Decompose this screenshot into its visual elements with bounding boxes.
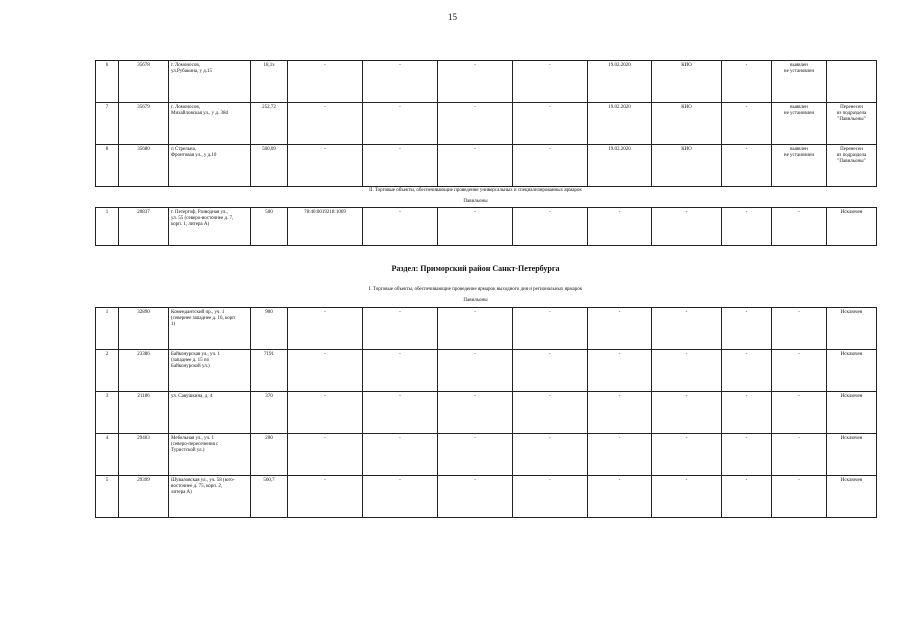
table-cell: - bbox=[288, 476, 363, 518]
table-cell: - bbox=[288, 145, 363, 187]
table-cell: - bbox=[652, 308, 722, 350]
table-cell: 29403 bbox=[119, 434, 169, 476]
table-cell: - bbox=[288, 103, 363, 145]
table-cell: - bbox=[438, 350, 513, 392]
table-cell: - bbox=[652, 476, 722, 518]
table-cell bbox=[827, 61, 877, 103]
table-cell: - bbox=[652, 208, 722, 246]
registry-table-mid bbox=[95, 207, 877, 246]
table-cell: - bbox=[438, 392, 513, 434]
table-cell: 3 bbox=[96, 392, 119, 434]
table-cell: - bbox=[722, 61, 772, 103]
table-cell: - bbox=[438, 308, 513, 350]
table-cell: - bbox=[438, 434, 513, 476]
table-cell: - bbox=[288, 61, 363, 103]
table-cell: - bbox=[513, 145, 588, 187]
table-row bbox=[96, 308, 877, 350]
table-cell: Исключен bbox=[827, 208, 877, 246]
table-cell: 32890 bbox=[119, 308, 169, 350]
table-cell: г. Ломоносов, Михайловская ул., у д. 38d bbox=[169, 103, 251, 145]
table-cell: 2 bbox=[96, 350, 119, 392]
table-cell: - bbox=[772, 350, 827, 392]
table-cell: - bbox=[772, 308, 827, 350]
pavilions-label: Павильоны bbox=[463, 298, 488, 303]
table-cell: КИО bbox=[652, 103, 722, 145]
table-cell: - bbox=[363, 308, 438, 350]
table-cell: 370 bbox=[251, 392, 288, 434]
table-cell: 19.02.2020 bbox=[588, 61, 652, 103]
table-cell: 4 bbox=[96, 434, 119, 476]
page-number: 15 bbox=[448, 12, 457, 22]
table-cell: 1 bbox=[96, 308, 119, 350]
table-cell: - bbox=[363, 103, 438, 145]
table-cell: - bbox=[438, 208, 513, 246]
table-cell: - bbox=[288, 434, 363, 476]
table-cell: - bbox=[652, 392, 722, 434]
table-cell: 23386 bbox=[119, 350, 169, 392]
table-cell: - bbox=[363, 208, 438, 246]
table-cell: 252,72 bbox=[251, 103, 288, 145]
table-row bbox=[96, 434, 877, 476]
table-cell: - bbox=[513, 476, 588, 518]
table-cell: Байконурская ул., уч. 1 (западнее д. 15 по Байконурской ул.) bbox=[169, 350, 251, 392]
table-cell: г. Петергоф, Разводная ул., ул. 55 (северо-восточнее д. 7, корп. 1, литера А) bbox=[169, 208, 251, 246]
table-cell: 35680 bbox=[119, 145, 169, 187]
table-cell: - bbox=[288, 350, 363, 392]
table-cell: 19.02.2020 bbox=[588, 103, 652, 145]
table-cell: 78:40:0019218:1069 bbox=[288, 208, 363, 246]
table-cell: - bbox=[722, 392, 772, 434]
table-cell: - bbox=[288, 308, 363, 350]
table-cell: - bbox=[588, 392, 652, 434]
table-cell: - bbox=[588, 308, 652, 350]
table-cell: - bbox=[722, 350, 772, 392]
table-cell: - bbox=[288, 392, 363, 434]
table-cell: 35679 bbox=[119, 103, 169, 145]
table-row bbox=[96, 61, 877, 103]
table-row bbox=[96, 392, 877, 434]
table-cell: - bbox=[513, 308, 588, 350]
table-cell: - bbox=[513, 392, 588, 434]
table-cell: - bbox=[652, 434, 722, 476]
table-cell: - bbox=[722, 476, 772, 518]
table-cell: выявлен не установлен bbox=[772, 145, 827, 187]
table-cell: - bbox=[722, 308, 772, 350]
table-cell: - bbox=[513, 350, 588, 392]
table-cell: - bbox=[363, 434, 438, 476]
table-cell: 560,7 bbox=[251, 476, 288, 518]
table-cell: - bbox=[588, 476, 652, 518]
table-cell: - bbox=[363, 350, 438, 392]
table-cell: 20837 bbox=[119, 208, 169, 246]
table-cell: 19.02.2020 bbox=[588, 145, 652, 187]
table-row bbox=[96, 476, 877, 518]
table-cell: - bbox=[363, 476, 438, 518]
table-cell: - bbox=[588, 208, 652, 246]
table-cell: 200 bbox=[251, 434, 288, 476]
table-cell: 500 bbox=[251, 208, 288, 246]
registry-table-top bbox=[95, 60, 877, 187]
table-cell: Исключен bbox=[827, 434, 877, 476]
table-cell: 6 bbox=[96, 61, 119, 103]
table-cell: - bbox=[438, 476, 513, 518]
table-cell: Комендантский пр., уч. 1 (севернее западнее д. 16, корп 1) bbox=[169, 308, 251, 350]
table-cell: - bbox=[772, 392, 827, 434]
table-cell: - bbox=[438, 145, 513, 187]
table-cell: - bbox=[513, 434, 588, 476]
table-cell: 7 bbox=[96, 103, 119, 145]
table-cell: Исключен bbox=[827, 350, 877, 392]
table-cell: Мебельная ул., уч. 1 (северо-пересечения с Туристской ул.) bbox=[169, 434, 251, 476]
registry-table-bottom bbox=[95, 307, 877, 518]
table-cell: - bbox=[772, 476, 827, 518]
table-cell: - bbox=[513, 103, 588, 145]
table-cell: - bbox=[722, 434, 772, 476]
table-cell: 18,1э bbox=[251, 61, 288, 103]
table-row bbox=[96, 350, 877, 392]
table-cell: - bbox=[772, 208, 827, 246]
table-row bbox=[96, 208, 877, 246]
table-cell: - bbox=[363, 392, 438, 434]
table-cell: - bbox=[438, 103, 513, 145]
table-cell: Перенесен из подраздела "Павильоны" bbox=[827, 103, 877, 145]
table-cell: - bbox=[588, 434, 652, 476]
table-cell: - bbox=[652, 350, 722, 392]
table-row bbox=[96, 145, 877, 187]
district-title: Раздел: Приморский район Санкт-Петербурга bbox=[391, 264, 560, 273]
table-cell: ул. Савушкина, д. 4 bbox=[169, 392, 251, 434]
table-cell: Исключен bbox=[827, 476, 877, 518]
table-cell: - bbox=[722, 208, 772, 246]
table-cell: Исключен bbox=[827, 308, 877, 350]
table-cell: п Стрельна, Фронтовая ул., у д.10 bbox=[169, 145, 251, 187]
table-cell: - bbox=[363, 61, 438, 103]
table-cell: выявлен не установлен bbox=[772, 103, 827, 145]
section-ii-label: II. Торговые объекты, обеспечивающие проведение универсальных и специализированных ярмарок bbox=[369, 188, 582, 193]
table-cell: 1 bbox=[96, 208, 119, 246]
section-i-label: I. Торговые объекты, обеспечивающие проведение ярмарок выходного дня и региональных ярмарок bbox=[368, 287, 583, 292]
table-cell: 8 bbox=[96, 145, 119, 187]
table-cell: - bbox=[722, 103, 772, 145]
table-cell: - bbox=[513, 208, 588, 246]
table-cell: 900 bbox=[251, 308, 288, 350]
table-cell: КИО bbox=[652, 145, 722, 187]
table-cell: 7191 bbox=[251, 350, 288, 392]
table-cell: - bbox=[588, 350, 652, 392]
table-cell: 500,09 bbox=[251, 145, 288, 187]
pavilions-label: Павильоны bbox=[463, 199, 488, 204]
table-cell: 29399 bbox=[119, 476, 169, 518]
table-cell: 5 bbox=[96, 476, 119, 518]
table-cell: 35678 bbox=[119, 61, 169, 103]
table-cell: 21186 bbox=[119, 392, 169, 434]
table-cell: - bbox=[513, 61, 588, 103]
table-cell: Шуваловская ул., уч. 58 (юго- восточнее д. 75, корп. 2, литера А) bbox=[169, 476, 251, 518]
table-cell: Перенесен из подраздела "Павильоны" bbox=[827, 145, 877, 187]
table-cell: г. Ломоносов, ул.Рубакина, у д.15 bbox=[169, 61, 251, 103]
table-cell: - bbox=[722, 145, 772, 187]
table-cell: КИО bbox=[652, 61, 722, 103]
table-cell: - bbox=[438, 61, 513, 103]
table-cell: выявлен не установлен bbox=[772, 61, 827, 103]
table-cell: - bbox=[772, 434, 827, 476]
table-row bbox=[96, 103, 877, 145]
table-cell: - bbox=[363, 145, 438, 187]
table-cell: Исключен bbox=[827, 392, 877, 434]
